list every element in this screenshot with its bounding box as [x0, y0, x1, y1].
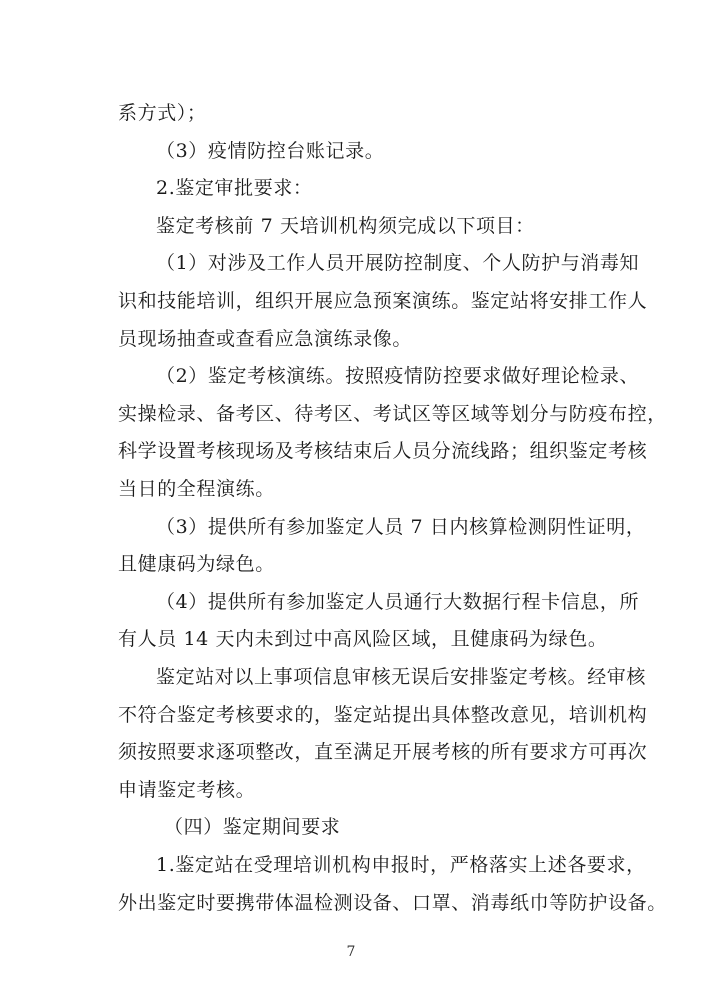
text-line-3: 2.鉴定审批要求： — [156, 177, 313, 199]
page-number: 7 — [346, 944, 356, 960]
text-line-21: 1.鉴定站在受理培训机构申报时，严格落实上述各要求， — [156, 854, 646, 876]
text-line-22: 外出鉴定时要携带体温检测设备、口罩、消毒纸巾等防护设备。 — [118, 892, 667, 914]
text-line-5: （1）对涉及工作人员开展防控制度、个人防护与消毒知 — [156, 252, 640, 274]
text-line-16: 鉴定站对以上事项信息审核无误后安排鉴定考核。经审核 — [156, 666, 647, 688]
text-line-4: 鉴定考核前 7 天培训机构须完成以下项目： — [156, 215, 535, 237]
text-line-8: （2）鉴定考核演练。按照疫情防控要求做好理论检录、 — [156, 365, 640, 387]
text-line-1: 系方式）； — [118, 102, 207, 124]
text-line-19: 申请鉴定考核。 — [118, 779, 256, 801]
text-line-17: 不符合鉴定考核要求的，鉴定站提出具体整改意见，培训机构 — [118, 704, 648, 726]
text-line-18: 须按照要求逐项整改，直至满足开展考核的所有要求方可再次 — [118, 741, 648, 763]
text-line-12: （3）提供所有参加鉴定人员 7 日内核算检测阴性证明， — [156, 516, 646, 538]
text-line-11: 当日的全程演练。 — [118, 478, 275, 500]
text-line-13: 且健康码为绿色。 — [118, 553, 275, 575]
text-line-7: 员现场抽查或查看应急演练录像。 — [118, 328, 413, 350]
text-line-9: 实操检录、备考区、待考区、考试区等区域等划分与防疫布控， — [118, 403, 667, 425]
text-line-15: 有人员 14 天内未到过中高风险区域，且健康码为绿色。 — [118, 628, 608, 650]
text-line-10: 科学设置考核现场及考核结束后人员分流线路；组织鉴定考核 — [118, 440, 648, 462]
section-heading: （四）鉴定期间要求 — [164, 816, 341, 838]
text-line-2: （3）疫情防控台账记录。 — [156, 140, 385, 162]
text-line-14: （4）提供所有参加鉴定人员通行大数据行程卡信息，所 — [156, 591, 640, 613]
text-line-6: 识和技能培训，组织开展应急预案演练。鉴定站将安排工作人 — [118, 290, 648, 312]
